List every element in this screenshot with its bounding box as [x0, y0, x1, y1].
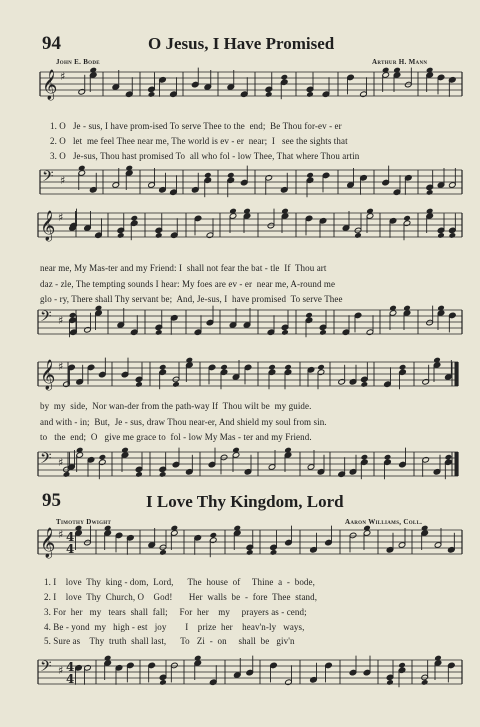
hymn-95-composer: Aaron Williams, Coll.	[345, 518, 423, 526]
note-head	[306, 172, 314, 179]
note-head	[135, 381, 143, 388]
note-head	[209, 532, 217, 539]
note-head	[361, 454, 369, 461]
note-head	[384, 454, 392, 461]
note-head	[159, 679, 167, 686]
note-head	[159, 471, 167, 478]
bass-clef-icon: 𝄢	[42, 168, 54, 189]
note-head	[227, 172, 235, 179]
note-head	[445, 454, 453, 461]
note-head	[117, 232, 125, 239]
note-head	[135, 471, 143, 478]
time-signature: 4	[66, 530, 75, 544]
note-head	[437, 232, 445, 239]
note-head	[317, 364, 325, 371]
hymn-95-verse-3: 3. For her my tears shall fall; For her my prayers as - cend;	[44, 607, 307, 617]
hymn-94-s3-verse-3: to the end; O give me grace to fol - low My Mas - ter and my Friend.	[40, 432, 312, 442]
note-head	[130, 215, 138, 222]
note-head	[354, 232, 362, 239]
note-head	[148, 91, 156, 98]
note-head	[426, 189, 434, 196]
note-head	[306, 91, 314, 98]
sharp-icon: ♯	[58, 664, 64, 677]
note-head	[204, 172, 212, 179]
note-head	[220, 364, 228, 371]
sharp-icon: ♯	[60, 70, 66, 83]
note-head	[284, 364, 292, 371]
time-signature: 4	[66, 672, 75, 686]
hymn-95-lyricist: Timothy Dwight	[56, 518, 112, 526]
hymn-94-s3-verse-2: and with - in; But, Je - sus, draw Thou near-er, And shield my soul from sin.	[40, 417, 327, 427]
hymn-95-verse-2: 2. I love Thy Church, O God! Her walls be - fore Thee stand,	[44, 592, 318, 602]
hymn-95-verse-4: 4. Be - yond my high - est joy I prize her heav'n-ly ways,	[44, 622, 305, 632]
note-head	[69, 312, 77, 319]
note-head	[449, 232, 457, 239]
hymn-94-s3-verse-1: by my side, Nor wan-der from the path-way If Thou wilt be my guide.	[40, 401, 312, 411]
treble-clef-icon: 𝄞	[40, 528, 56, 558]
note-head	[155, 329, 163, 336]
note-head	[280, 74, 288, 81]
hymn-95-verse-1: 1. I love Thy king - dom, Lord, The house of Thine a - bode,	[44, 577, 315, 587]
note-head	[155, 232, 163, 239]
note-head	[63, 471, 71, 478]
sharp-icon: ♯	[58, 360, 64, 373]
hymn-94-s1-verse-3: 3. O Je-sus, Thou hast promised To all who fol - low Thee, That where Thou artin	[50, 151, 360, 161]
sharp-icon: ♯	[58, 211, 64, 224]
hymn-95-title: I Love Thy Kingdom, Lord	[146, 492, 344, 511]
note-head	[421, 679, 429, 686]
sharp-icon: ♯	[58, 314, 64, 327]
hymn-95-verse-5: 5. Sure as Thy truth shall last, To Zi - on shall be giv'n	[44, 636, 295, 646]
note-head	[319, 329, 327, 336]
note-head	[265, 91, 273, 98]
note-head	[268, 364, 276, 371]
hymn-94-s2-verse-1: near me, My Mas-ter and my Friend: I shall not fear the bat - tle If Thou art	[40, 263, 327, 273]
note-head	[399, 364, 407, 371]
treble-clef-icon: 𝄞	[40, 211, 56, 241]
sharp-icon: ♯	[58, 528, 64, 541]
hymn-94-number: 94	[42, 33, 61, 54]
hymn-94-s2-verse-3: glo - ry, There shall Thy servant be; And, Je-sus, I have promised To serve Thee	[40, 294, 343, 304]
hymn-94-s1-verse-1: 1. O Je - sus, I have prom-ised To serve Thee to the end; Be Thou for-ev - er	[50, 121, 342, 131]
hymn-94-s1-verse-2: 2. O let me feel Thee near me, The world is ev - er near; I see the sights that	[50, 136, 348, 146]
note-head	[403, 215, 411, 222]
note-head	[172, 381, 180, 388]
hymn-95-number: 95	[42, 490, 61, 511]
bass-clef-icon: 𝄢	[40, 308, 52, 329]
time-signature: 4	[66, 660, 75, 674]
sharp-icon: ♯	[58, 456, 64, 469]
note-head	[305, 312, 313, 319]
sharp-icon: ♯	[60, 174, 66, 187]
hymn-94-title: O Jesus, I Have Promised	[148, 34, 335, 53]
treble-clef-icon: 𝄞	[42, 70, 58, 100]
treble-clef-icon: 𝄞	[40, 360, 56, 390]
time-signature: 4	[66, 542, 75, 556]
note-head	[281, 329, 289, 336]
note-head	[361, 381, 369, 388]
bass-clef-icon: 𝄢	[40, 450, 52, 471]
hymn-94-composer: Arthur H. Mann	[372, 58, 428, 66]
note-head	[99, 454, 107, 461]
hymn-94-lyricist: John E. Bode	[56, 58, 100, 66]
note-head	[386, 679, 394, 686]
hymn-94-s2-verse-2: daz - zle, The tempting sounds I hear: My foes are ev - er near me, A-round me	[40, 279, 336, 289]
note-head	[159, 364, 167, 371]
note-head	[246, 549, 254, 556]
bass-clef-icon: 𝄢	[40, 658, 52, 679]
note-head	[159, 549, 167, 556]
note-head	[270, 549, 278, 556]
note-head	[398, 662, 406, 669]
